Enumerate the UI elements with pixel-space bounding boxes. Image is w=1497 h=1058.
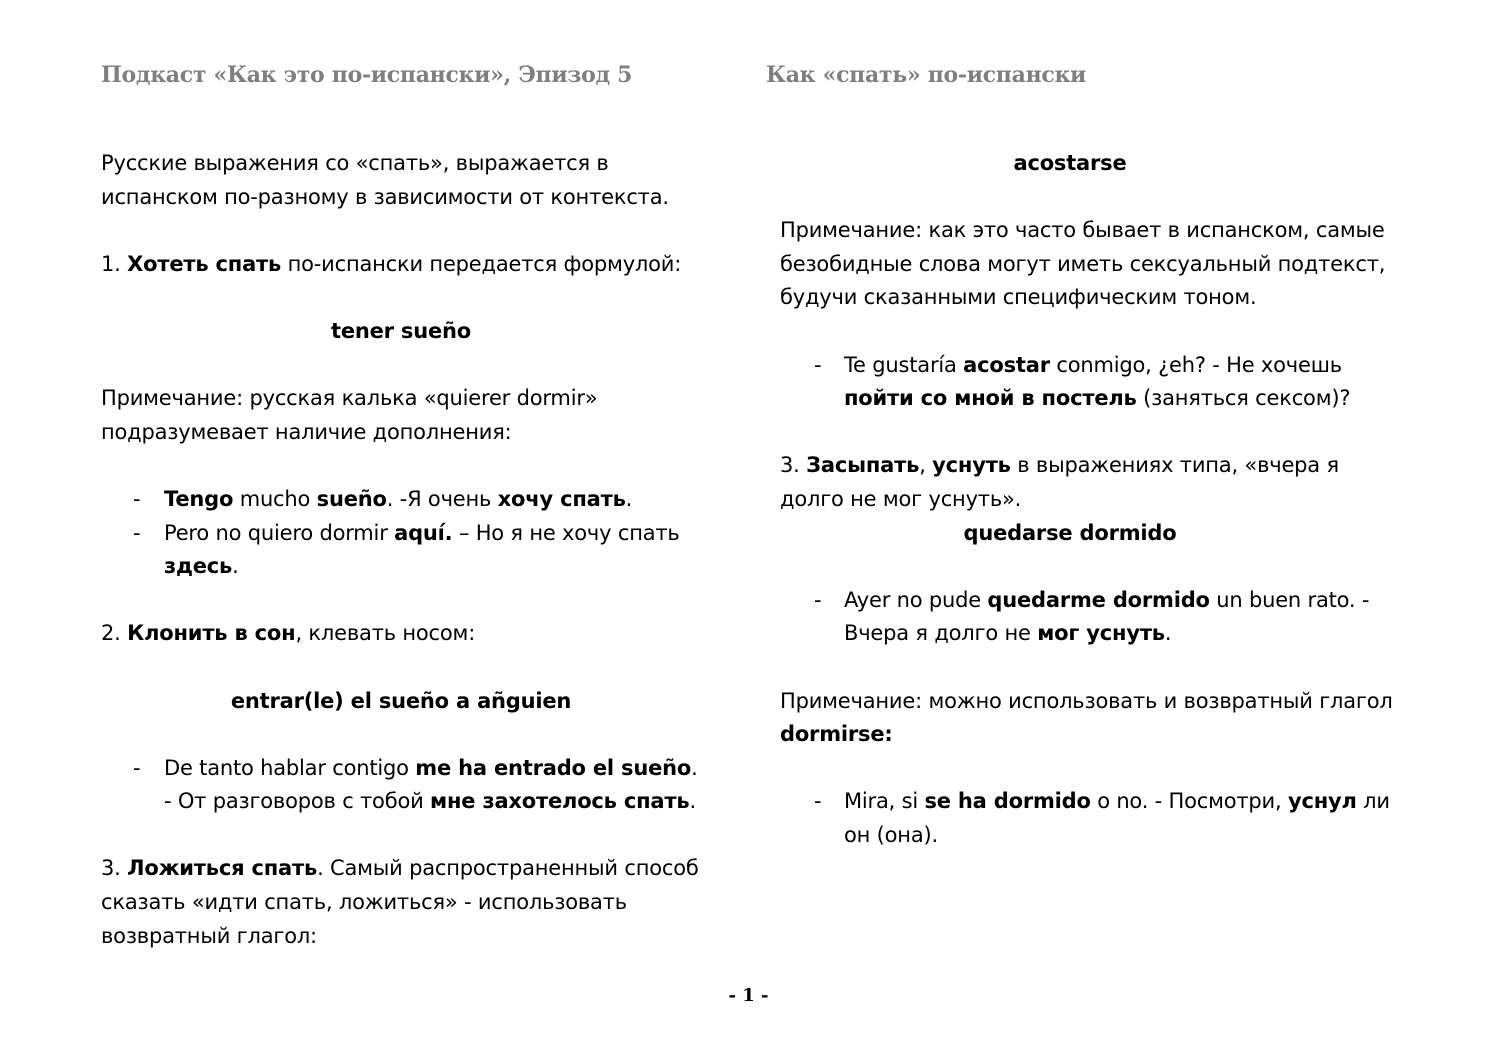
item-3-term: Ложиться спать: [127, 856, 318, 881]
item-2-heading: 2. Клонить в сон, клевать носом:: [101, 621, 476, 646]
podcast-header: Подкаст «Как это по-испански», Эпизод 5: [101, 62, 633, 88]
example-item: - Pero no quiero dormir aquí. – Но я не хочу спать здесь.: [101, 517, 711, 584]
article-header: Как «спать» по-испански: [766, 62, 1087, 88]
item-2-examples: [101, 752, 711, 819]
example-item: - Ayer no pude quedarme dormido un buen rato. - Вчера я долго не мог уснуть.: [780, 584, 1400, 651]
item-1-heading: 1. Хотеть спать по-испански передается формулой:: [101, 251, 682, 276]
left-body: [101, 147, 711, 953]
quedarse-examples: [780, 584, 1400, 651]
item-1-term: Хотеть спать: [127, 251, 282, 276]
item-3b-heading: 3. Засыпать, уснуть в выражениях типа, «вчера я долго не мог уснуть».: [780, 453, 1339, 511]
intro-paragraph: Русские выражения со «спать», выражается в испанском по-разному в зависимости от контекста.: [101, 151, 669, 209]
right-body: [780, 147, 1400, 852]
note-sexual-subtext: Примечание: как это часто бывает в испанском, самые безобидные слова могут иметь сексуальный подтекст, будучи сказанными специфическим тоном.: [780, 218, 1386, 310]
note-dormirse: Примечание: можно использовать и возвратный глагол dormirse:: [780, 688, 1393, 747]
dormirse-examples: [780, 785, 1400, 852]
page-number: - 1 -: [728, 985, 769, 1006]
formula-acostarse: acostarse: [1013, 151, 1127, 175]
formula-quedarse-dormido: quedarse dormido: [963, 520, 1177, 545]
example-item: - Mira, si se ha dormido o no. - Посмотри, уснул ли он (она).: [780, 785, 1400, 852]
formula-entrar-el-sueno: entrar(le) el sueño a añguien: [230, 688, 572, 713]
item-2-term: Клонить в сон: [127, 621, 296, 646]
example-item: - De tanto hablar contigo me ha entrado el sueño. - От разговоров с тобой мне захотелось спать.: [101, 752, 711, 819]
item-3-heading: 3. Ложиться спать. Самый распространенный способ сказать «идти спать, ложиться» - использовать возвратный глагол:: [101, 856, 699, 948]
item-1-note: Примечание: русская калька «quierer dormir» подразумевает наличие дополнения:: [101, 386, 598, 444]
item-1-examples: [101, 483, 711, 584]
acostarse-examples: [780, 349, 1400, 416]
example-item: - Tengo mucho sueño. -Я очень хочу спать.: [101, 483, 711, 517]
example-item: - Te gustaría acostar conmigo, ¿eh? - Не хочешь пойти со мной в постель (заняться сексом)?: [780, 349, 1400, 416]
formula-tener-sueno: tener sueño: [330, 318, 471, 343]
